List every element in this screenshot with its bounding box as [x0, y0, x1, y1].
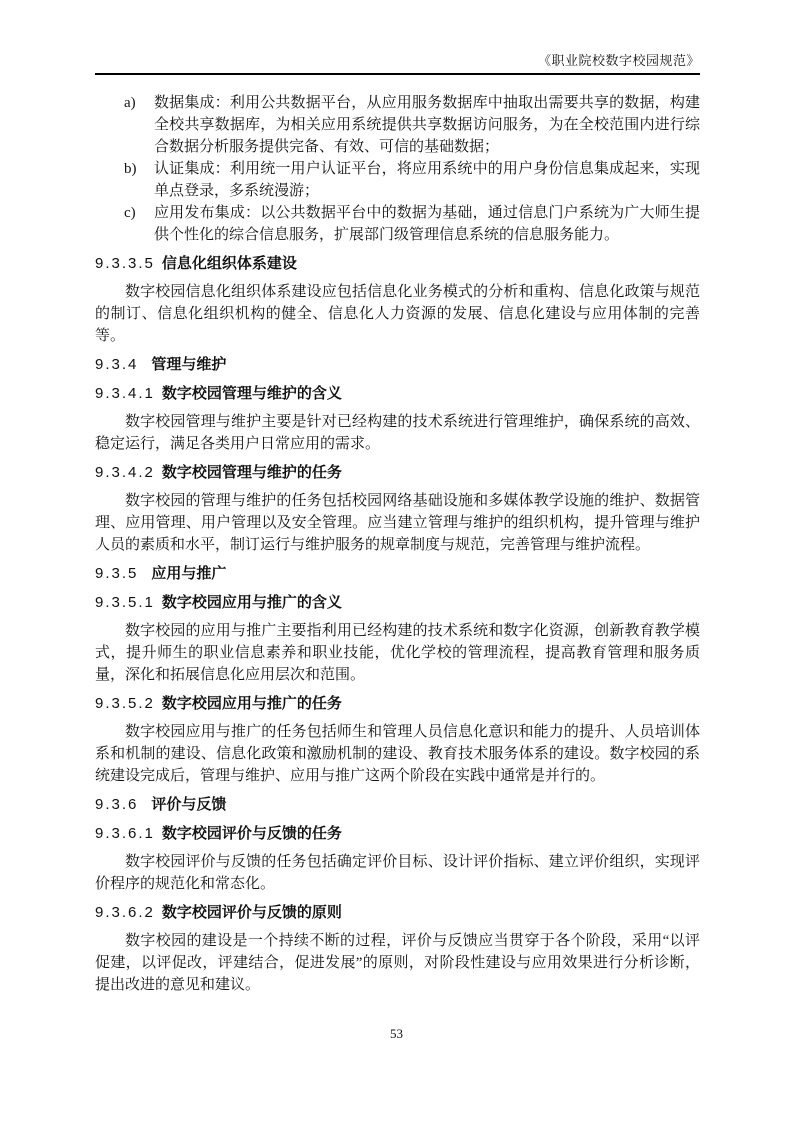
heading-number: 9.3.5.1	[95, 594, 155, 611]
heading-number: 9.3.4.2	[95, 464, 155, 481]
heading-title: 数字校园管理与维护的含义	[161, 385, 342, 402]
doc-title: 《职业院校数字校园规范》	[537, 53, 700, 68]
page-header	[95, 0, 700, 75]
page-footer	[0, 1026, 793, 1042]
heading-title: 管理与维护	[151, 356, 227, 373]
heading-title: 数字校园应用与推广的含义	[161, 594, 342, 611]
paragraph: 数字校园应用与推广的任务包括师生和管理人员信息化意识和能力的提升、人员培训体系和机制的建设、信息化政策和激励机制的建设、教育技术服务体系的建设。数字校园的系统建设完成后，管理与维护、应用与推广这两个阶段在实践中通常是并行的。	[95, 724, 700, 784]
heading-number: 9.3.6.2	[95, 904, 155, 921]
heading-title: 数字校园应用与推广的任务	[161, 695, 342, 712]
paragraph: 数字校园管理与维护主要是针对已经构建的技术系统进行管理维护，确保系统的高效、稳定运行，满足各类用户日常应用的需求。	[95, 414, 700, 452]
list-text: 应用发布集成：以公共数据平台中的数据为基础，通过信息门户系统为广大师生提供个性化的综合信息服务，扩展部门级管理信息系统的信息服务能力。	[154, 205, 700, 243]
page-number: 53	[390, 1026, 403, 1041]
heading-number: 9.3.6	[95, 796, 139, 813]
list-text: 认证集成：利用统一用户认证平台，将应用系统中的用户身份信息集成起来，实现单点登录，多系统漫游；	[154, 161, 700, 199]
section-heading-9-3-6	[95, 794, 700, 816]
list-marker: b)	[124, 161, 137, 177]
heading-number: 9.3.5.2	[95, 695, 155, 712]
list-item	[95, 202, 700, 246]
list-marker: c)	[124, 205, 136, 221]
paragraph: 数字校园的管理与维护的任务包括校园网络基础设施和多媒体教学设施的维护、数据管理、应用管理、用户管理以及安全管理。应当建立管理与维护的组织机构，提升管理与维护人员的素质和水平，制订运行与维护服务的规章制度与规范，完善管理与维护流程。	[95, 493, 700, 553]
heading-title: 数字校园评价与反馈的原则	[161, 904, 342, 921]
list-text: 数据集成：利用公共数据平台，从应用服务数据库中抽取出需要共享的数据，构建全校共享数据库，为相关应用系统提供共享数据访问服务，为在全校范围内进行综合数据分析服务提供完备、有效、可信的基础数据；	[154, 95, 700, 155]
section-heading-9-3-3-5	[95, 253, 700, 275]
section-heading-9-3-4-2	[95, 462, 700, 484]
heading-title: 应用与推广	[151, 565, 227, 582]
section-heading-9-3-6-1	[95, 823, 700, 845]
section-heading-9-3-5-2	[95, 693, 700, 715]
heading-title: 评价与反馈	[151, 796, 227, 813]
heading-number: 9.3.4.1	[95, 385, 155, 402]
heading-number: 9.3.6.1	[95, 825, 155, 842]
body-text	[95, 92, 700, 996]
list-marker: a)	[124, 95, 136, 111]
heading-number: 9.3.3.5	[95, 255, 155, 272]
section-heading-9-3-5-1	[95, 592, 700, 614]
heading-number: 9.3.4	[95, 356, 139, 373]
heading-title: 信息化组织体系建设	[161, 255, 297, 272]
heading-number: 9.3.5	[95, 565, 139, 582]
heading-title: 数字校园管理与维护的任务	[161, 464, 342, 481]
list-item	[95, 92, 700, 158]
heading-title: 数字校园评价与反馈的任务	[161, 825, 342, 842]
section-heading-9-3-5	[95, 563, 700, 585]
lettered-list	[95, 92, 700, 246]
paragraph: 数字校园信息化组织体系建设应包括信息化业务模式的分析和重构、信息化政策与规范的制订、信息化组织机构的健全、信息化人力资源的发展、信息化建设与应用体制的完善等。	[95, 284, 700, 344]
paragraph: 数字校园的建设是一个持续不断的过程，评价与反馈应当贯穿于各个阶段，采用“以评促建，以评促改，评建结合，促进发展”的原则，对阶段性建设与应用效果进行分析诊断，提出改进的意见和建议。	[95, 933, 700, 993]
paragraph: 数字校园评价与反馈的任务包括确定评价目标、设计评价指标、建立评价组织，实现评价程序的规范化和常态化。	[95, 854, 700, 892]
section-heading-9-3-4-1	[95, 383, 700, 405]
paragraph: 数字校园的应用与推广主要指利用已经构建的技术系统和数字化资源，创新教育教学模式，提升师生的职业信息素养和职业技能，优化学校的管理流程，提高教育管理和服务质量，深化和拓展信息化应用层次和范围。	[95, 623, 700, 683]
section-heading-9-3-4	[95, 354, 700, 376]
list-item	[95, 158, 700, 202]
section-heading-9-3-6-2	[95, 902, 700, 924]
